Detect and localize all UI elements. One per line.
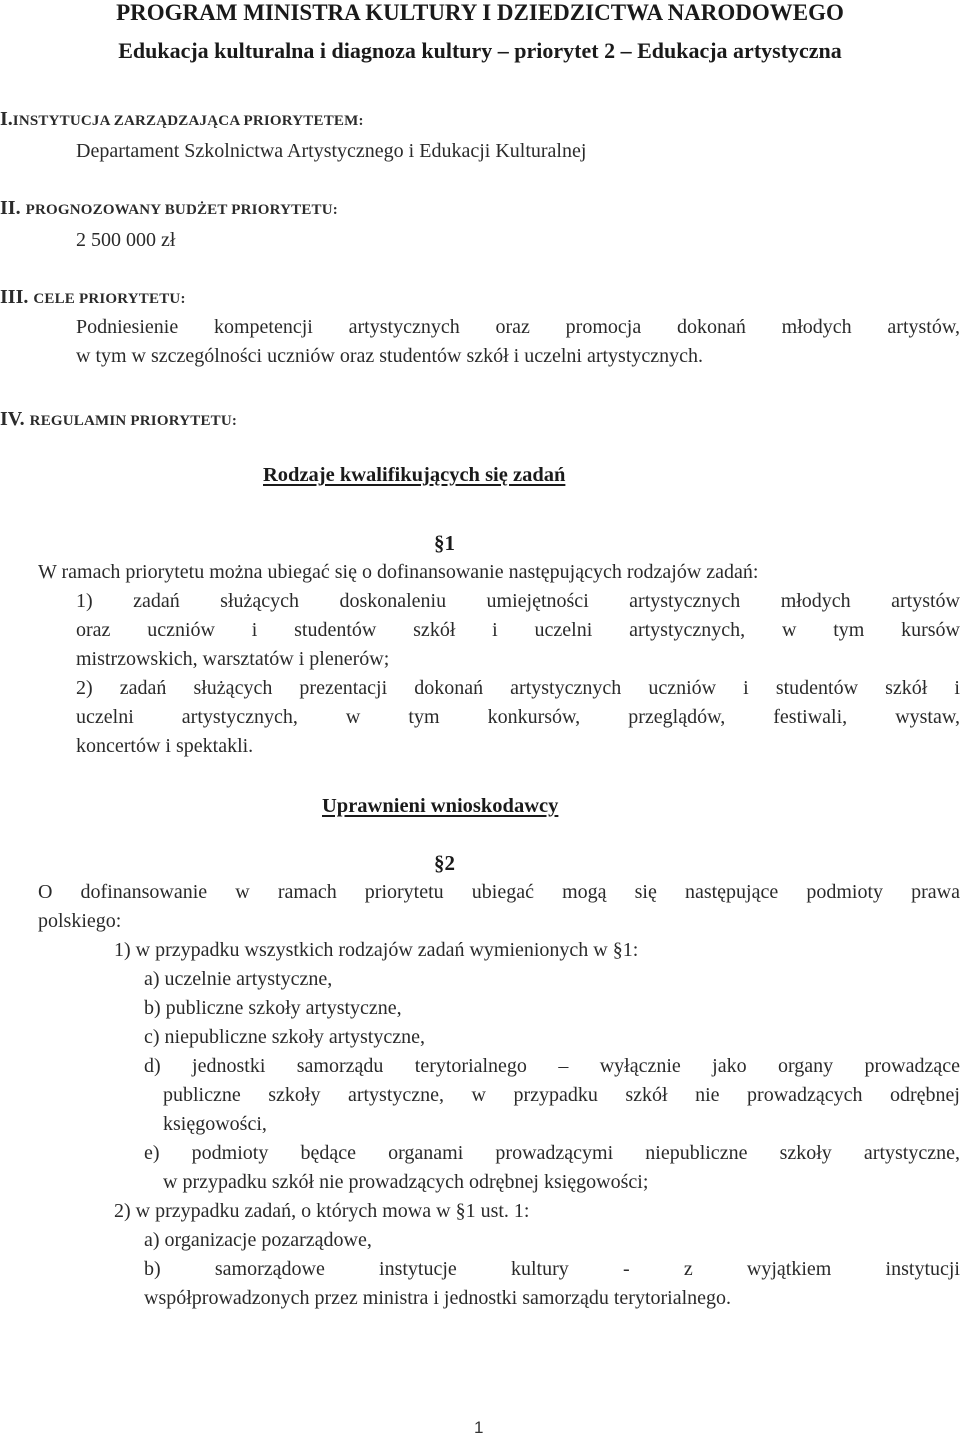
part-2-title: Uprawnieni wnioskodawcy bbox=[322, 795, 559, 817]
document-title: PROGRAM MINISTRA KULTURY I DZIEDZICTWA NARODOWEGO bbox=[116, 0, 844, 25]
section-1-number: I. bbox=[0, 108, 13, 130]
part-1-item-1-line-1: 1) zadań służących doskonaleniu umiejętności artystycznych młodych artystów bbox=[76, 590, 960, 612]
section-sign-icon: § bbox=[434, 531, 445, 555]
section-4-number: IV. bbox=[0, 408, 25, 430]
part-2-item-d-line-1: d) jednostki samorządu terytorialnego – wyłącznie jako organy prowadzące bbox=[144, 1055, 960, 1077]
part-1-item-2-line-2: uczelni artystycznych, w tym konkursów, przeglądów, festiwali, wystaw, bbox=[76, 706, 960, 728]
section-4-heading bbox=[0, 408, 237, 431]
section-sign-icon: § bbox=[455, 1200, 466, 1222]
part-2-intro-line-2: polskiego: bbox=[38, 910, 122, 932]
part-2-group-2-item-b-line-1: b) samorządowe instytucje kultury - z wyjątkiem instytucji bbox=[144, 1258, 960, 1280]
part-2-item-b: b) publiczne szkoły artystyczne, bbox=[144, 997, 402, 1019]
part-1-item-1-line-3: mistrzowskich, warsztatów i plenerów; bbox=[76, 648, 390, 670]
part-2-intro-line-1: O dofinansowanie w ramach priorytetu ubiegać mogą się następujące podmioty prawa bbox=[38, 881, 960, 903]
part-1-item-1-line-2: oraz uczniów i studentów szkół i uczelni artystycznych, w tym kursów bbox=[76, 619, 960, 641]
section-2-heading bbox=[0, 197, 338, 220]
paragraph-1-number: 1 bbox=[444, 531, 455, 555]
section-2-number: II. bbox=[0, 197, 21, 219]
section-3-heading bbox=[0, 286, 186, 309]
section-3-line-2: w tym w szczególności uczniów oraz studentów szkół i uczelni artystycznych. bbox=[76, 345, 704, 367]
section-4-title: REGULAMIN PRIORYTETU: bbox=[29, 413, 238, 429]
part-2-item-e-line-2: w przypadku szkół nie prowadzących odrębnej księgowości; bbox=[163, 1171, 649, 1193]
part-2-group-1-ref: 1: bbox=[622, 939, 639, 961]
part-2-group-1-text: 1) w przypadku wszystkich rodzajów zadań wymienionych w bbox=[114, 939, 608, 961]
section-sign-icon: § bbox=[434, 851, 445, 875]
part-2-item-a: a) uczelnie artystyczne, bbox=[144, 968, 333, 990]
section-1-title: INSTYTUCJA ZARZĄDZAJĄCA PRIORYTETEM: bbox=[12, 113, 364, 129]
part-2-item-d-line-2: publiczne szkoły artystyczne, w przypadku szkół nie prowadzących odrębnej bbox=[163, 1084, 960, 1106]
paragraph-2-marker bbox=[434, 851, 455, 875]
part-2-group-2-text: 2) w przypadku zadań, o których mowa w bbox=[114, 1200, 451, 1222]
section-sign-icon: § bbox=[612, 939, 623, 961]
part-2-group-1-heading bbox=[114, 939, 638, 962]
section-1-heading bbox=[0, 108, 364, 131]
section-3-number: III. bbox=[0, 286, 29, 308]
part-2-group-2-heading bbox=[114, 1200, 529, 1223]
part-2-group-2-ref: 1 ust. 1: bbox=[465, 1200, 530, 1222]
page-number: 1 bbox=[474, 1418, 484, 1437]
part-1-item-2-line-3: koncertów i spektakli. bbox=[76, 735, 254, 757]
part-2-item-d-line-3: księgowości, bbox=[163, 1113, 267, 1135]
part-2-group-2-item-b-line-2: współprowadzonych przez ministra i jednostki samorządu terytorialnego. bbox=[144, 1287, 732, 1309]
paragraph-2-number: 2 bbox=[444, 851, 455, 875]
part-2-item-e-line-1: e) podmioty będące organami prowadzącymi niepubliczne szkoły artystyczne, bbox=[144, 1142, 960, 1164]
part-1-intro: W ramach priorytetu można ubiegać się o dofinansowanie następujących rodzajów zadań: bbox=[38, 561, 759, 583]
part-2-item-c: c) niepubliczne szkoły artystyczne, bbox=[144, 1026, 425, 1048]
part-2-group-2-item-a: a) organizacje pozarządowe, bbox=[144, 1229, 372, 1251]
part-1-item-2-line-1: 2) zadań służących prezentacji dokonań artystycznych uczniów i studentów szkół i bbox=[76, 677, 960, 699]
section-3-line-1: Podniesienie kompetencji artystycznych oraz promocja dokonań młodych artystów, bbox=[76, 316, 960, 338]
part-1-title: Rodzaje kwalifikujących się zadań bbox=[263, 464, 566, 486]
section-1-value: Departament Szkolnictwa Artystycznego i Edukacji Kulturalnej bbox=[76, 140, 587, 162]
section-2-title: PROGNOZOWANY BUDŻET PRIORYTETU: bbox=[25, 202, 338, 218]
document-subtitle: Edukacja kulturalna i diagnoza kultury – priorytet 2 – Edukacja artystyczna bbox=[118, 38, 842, 63]
section-2-value: 2 500 000 zł bbox=[76, 229, 176, 251]
section-3-title: CELE PRIORYTETU: bbox=[33, 291, 186, 307]
paragraph-1-marker bbox=[434, 531, 455, 555]
